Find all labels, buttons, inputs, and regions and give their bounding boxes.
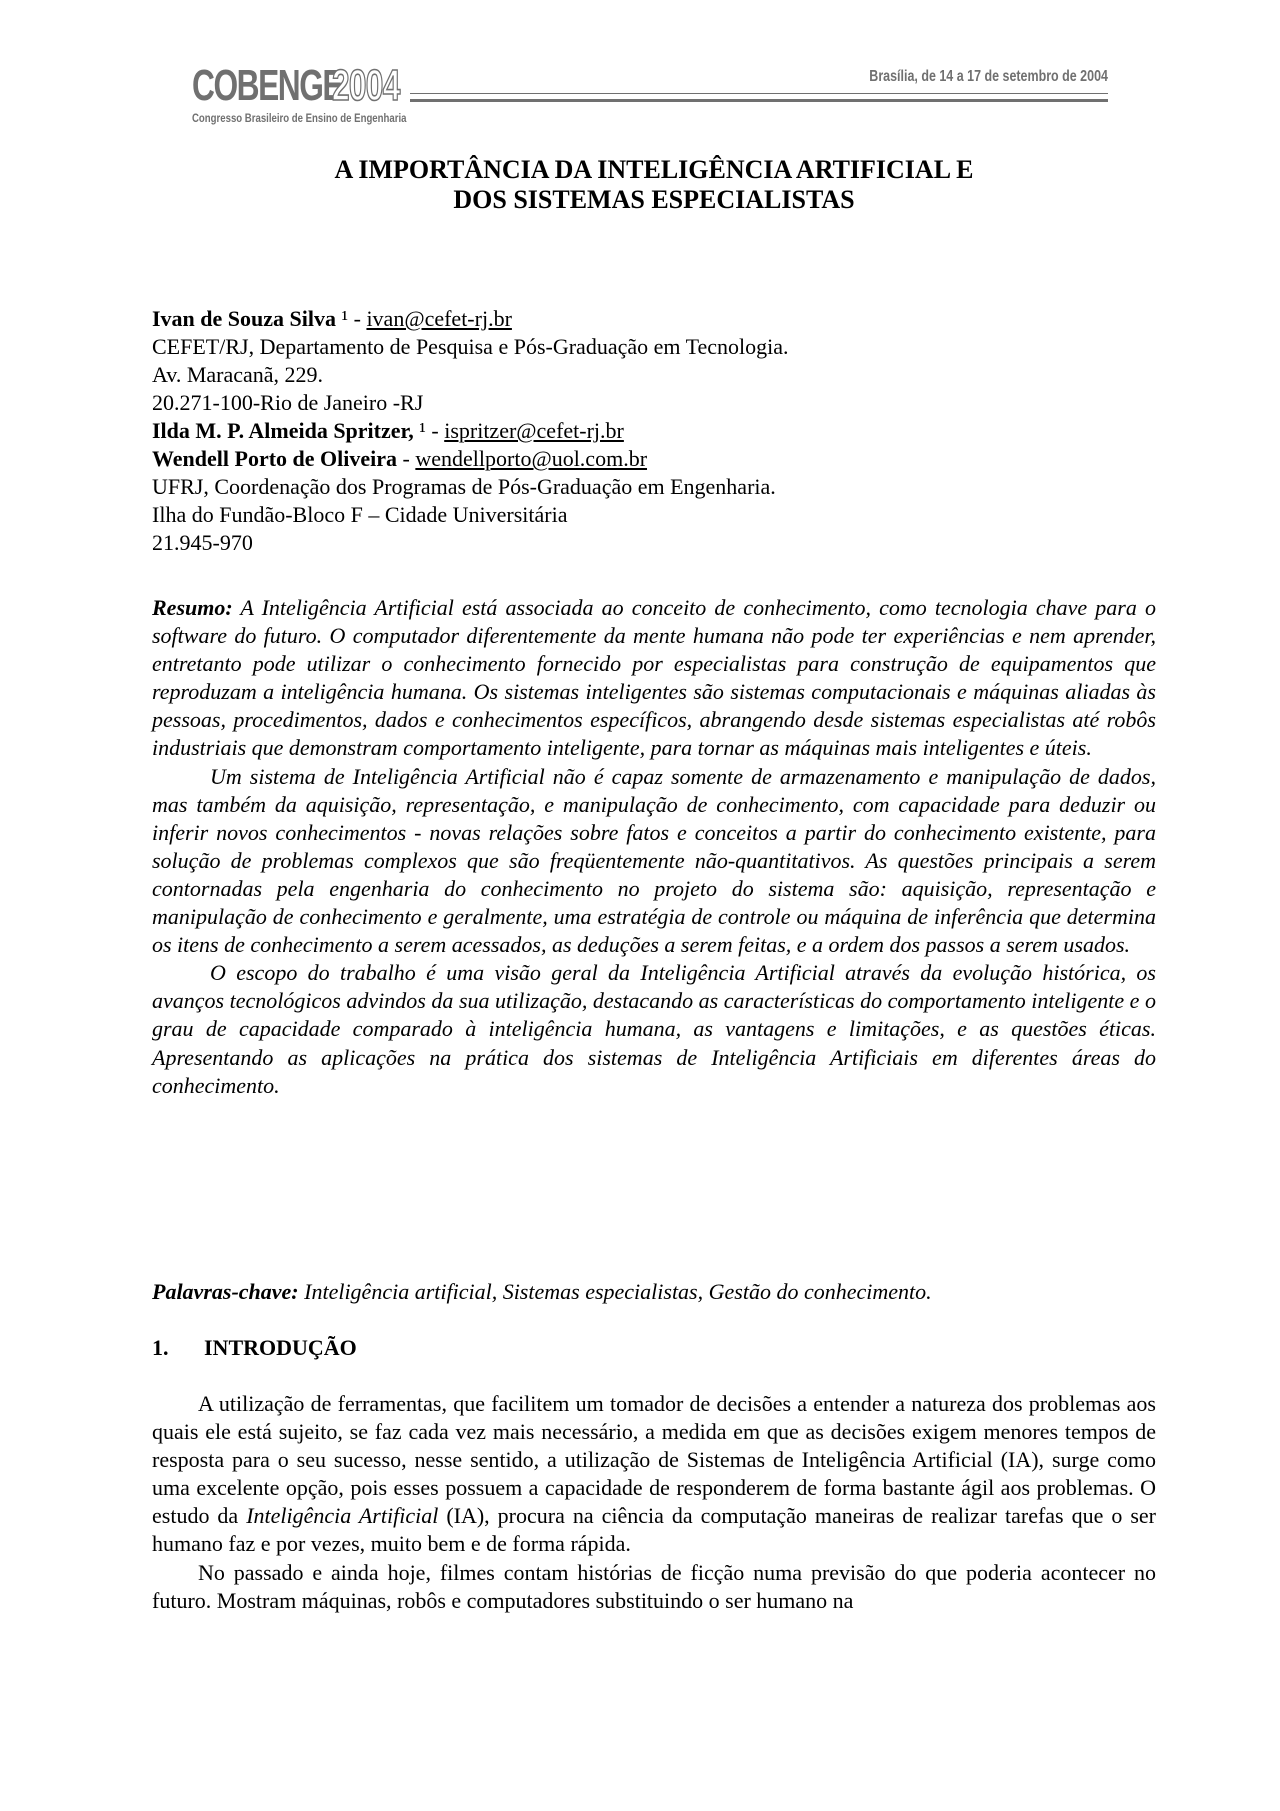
abstract-paragraph-1 <box>152 594 1156 763</box>
affiliation-2-line-1: UFRJ, Coordenação dos Programas de Pós-Graduação em Engenharia. <box>152 474 776 499</box>
keywords-label: Palavras-chave: <box>152 1279 299 1304</box>
intro-p1-part-a: A utilização de ferramentas, que facilitem um tomador de decisões a entender a natureza dos problemas aos quais ele está sujeito, se faz cada vez mais necessário, a medida em que as decisões exigem menores tempos de resposta para o seu sucesso, nesse sentido, a utilização de Sistemas de Inteligência Artificial (IA), surge como uma excelente opção, pois esses possuem a capacidade de responderem de forma bastante ágil aos problemas. O estudo da <box>152 1391 1156 1529</box>
author-2-sup: ¹ <box>419 418 426 443</box>
affiliation-1-line-3: 20.271-100-Rio de Janeiro -RJ <box>152 390 424 415</box>
header-rule-thick <box>410 99 1108 102</box>
abstract-paragraph-3: O escopo do trabalho é uma visão geral da Inteligência Artificial através da evolução histórica, os avanços tecnológicos advindos da sua utilização, destacando as características do comportamento inteligente e o grau de capacidade comparado à inteligência humana, as vantagens e limitações, e as questões éticas. Apresentando as aplicações na prática dos sistemas de Inteligência Artificiais em diferentes áreas do conhecimento. <box>152 960 1156 1098</box>
author-2 <box>152 417 1156 445</box>
author-3 <box>152 445 1156 473</box>
author-1-name: Ivan de Souza Silva <box>152 306 336 331</box>
author-3-email-link[interactable]: wendellporto@uol.com.br <box>415 446 648 471</box>
keywords <box>152 1278 1156 1306</box>
author-1-sup: ¹ <box>341 306 349 331</box>
logo-subtitle: Congresso Brasileiro de Ensino de Engenharia <box>192 111 407 125</box>
introduction-text <box>152 1390 1156 1615</box>
paper-title <box>152 155 1156 215</box>
affiliation-2-line-2: Ilha do Fundão-Bloco F – Cidade Universitária <box>152 502 568 527</box>
author-1-sep: - <box>348 306 367 331</box>
header-rule-thin <box>410 93 1108 94</box>
author-3-name: Wendell Porto de Oliveira <box>152 446 398 471</box>
author-1-email-link[interactable]: ivan@cefet-rj.br <box>366 306 512 331</box>
abstract-label: Resumo: <box>152 595 233 620</box>
affiliation-1-line-2: Av. Maracanã, 229. <box>152 362 324 387</box>
title-line-1: A IMPORTÂNCIA DA INTELIGÊNCIA ARTIFICIAL E <box>334 155 974 184</box>
abstract-p1-text: A Inteligência Artificial está associada ao conceito de conhecimento, como tecnologia chave para o software do futuro. O computador diferentemente da mente humana não pode ter experiências e nem aprender, entretanto pode utilizar o conhecimento fornecido por especialistas para construção de equipamentos que reproduzam a inteligência humana. Os sistemas inteligentes são sistemas computacionais e máquinas aliadas às pessoas, procedimentos, dados e conhecimentos específicos, abrangendo desde sistemas especialistas até robôs industriais que demonstram comportamento inteligente, para tornar as máquinas mais inteligentes e úteis. <box>152 595 1156 761</box>
author-3-sep: - <box>397 446 416 471</box>
logo-main-text: COBENGE <box>192 61 343 110</box>
affiliation-1-line-1: CEFET/RJ, Departamento de Pesquisa e Pós-Graduação em Tecnologia. <box>152 334 789 359</box>
conference-date: Brasília, de 14 a 17 de setembro de 2004 <box>869 68 1108 85</box>
abstract <box>152 594 1156 1100</box>
abstract-paragraph-2: Um sistema de Inteligência Artificial não é capaz somente de armazenamento e manipulação de dados, mas também da aquisição, representação, e manipulação de conhecimento, com capacidade para deduzir ou inferir novos conhecimentos - novas relações sobre fatos e conceitos a partir do conhecimento existente, para solução de problemas complexos que são freqüentemente não-quantitativos. As questões principais a serem contornadas pela engenharia do conhecimento no projeto do sistema são: aquisição, representação e manipulação de conhecimento e geralmente, uma estratégia de controle ou máquina de inferência que determina os itens de conhecimento a serem acessados, as deduções a serem feitas, e a ordem dos passos a serem usados. <box>152 763 1156 958</box>
cobenge-logo <box>192 61 426 110</box>
intro-p1-part-b: (IA), procura na ciência da computação maneiras de realizar tarefas que o ser humano faz e por vezes, muito bem e de forma rápida. <box>152 1503 1157 1557</box>
title-line-2: DOS SISTEMAS ESPECIALISTAS <box>453 185 855 214</box>
keywords-text: Inteligência artificial, Sistemas especialistas, Gestão do conhecimento. <box>304 1279 932 1304</box>
author-2-email-link[interactable]: ispritzer@cefet-rj.br <box>444 418 624 443</box>
author-1 <box>152 305 1156 333</box>
section-number: 1. <box>152 1335 169 1360</box>
author-2-name: Ilda M. P. Almeida Spritzer, <box>152 418 414 443</box>
author-block <box>152 305 1156 557</box>
page-header <box>192 61 1108 126</box>
intro-paragraph-1 <box>152 1390 1156 1559</box>
affiliation-2-line-3: 21.945-970 <box>152 530 253 555</box>
author-2-sep: - <box>425 418 445 443</box>
intro-paragraph-2: No passado e ainda hoje, filmes contam histórias de ficção numa previsão do que poderia acontecer no futuro. Mostram máquinas, robôs e computadores substituindo o ser humano na <box>152 1559 1156 1613</box>
logo-year-text: 2004 <box>332 61 401 110</box>
intro-p1-emphasis: Inteligência Artificial <box>246 1503 439 1529</box>
section-heading-introduction <box>152 1333 1156 1363</box>
section-title: INTRODUÇÃO <box>204 1335 357 1360</box>
